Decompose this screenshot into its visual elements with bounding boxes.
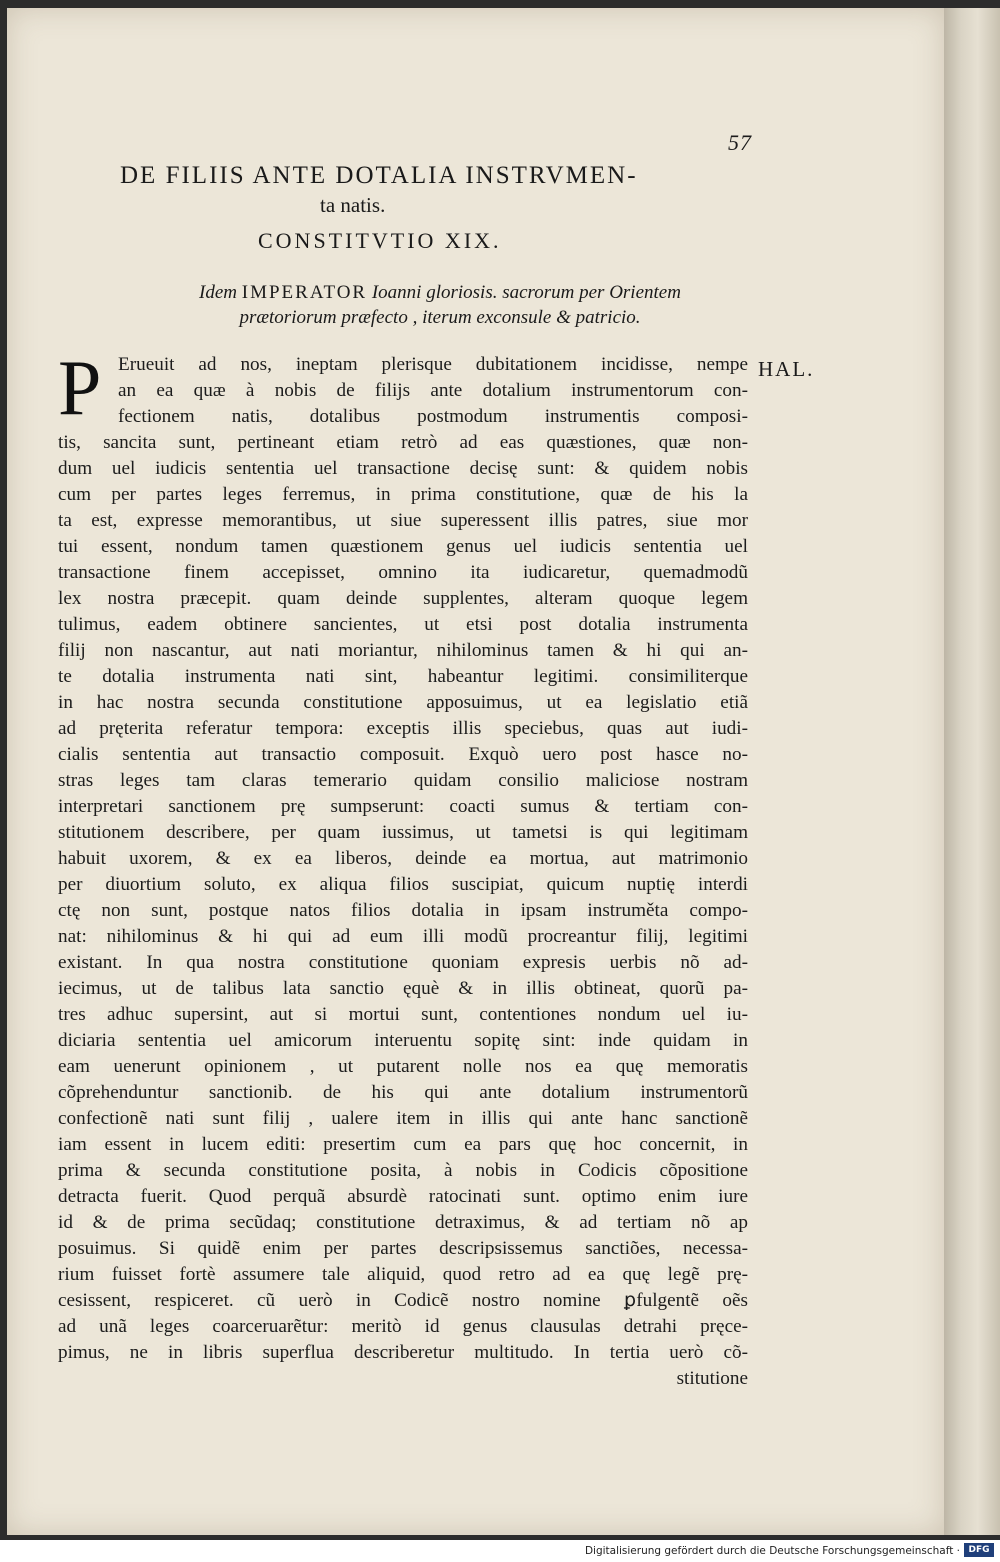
text-line: tui essent, nondum tamen quæstionem genus uel iudicis sententia uel xyxy=(58,536,748,557)
inscription-imperator: IMPERATOR xyxy=(241,282,368,303)
text-line: nat: nihilominus & hi qui ad eum illi modũ procreantur filij, legitimi xyxy=(58,926,748,947)
text-line: cum per partes leges ferremus, in prima constitutione, quæ de his la xyxy=(58,484,748,505)
text-line: prima & secunda constitutione posita, à nobis in Codicis cõpositione xyxy=(58,1160,748,1181)
chapter-title: DE FILIIS ANTE DOTALIA INSTRVMEN- xyxy=(120,162,638,189)
text-line: Erueuit ad nos, ineptam plerisque dubitationem incidisse, nempe xyxy=(118,354,748,375)
text-line: detracta fuerit. Quod perquã absurdè ratocinati sunt. optimo enim iure xyxy=(58,1186,748,1207)
text-line: diciaria sententia uel amicorum interuentu sopitę sint: inde quidam in xyxy=(58,1030,748,1051)
marginal-note: HAL. xyxy=(758,357,815,381)
inscription-pre: Idem xyxy=(199,282,242,303)
chapter-title-continuation: ta natis. xyxy=(320,193,386,217)
text-line: stitutionem describere, per quam iussimus, ut tametsi is qui legitimam xyxy=(58,822,748,843)
text-line: ad pręterita referatur tempora: exceptis illis speciebus, quas aut iudi- xyxy=(58,718,748,739)
digitization-credit: Digitalisierung gefördert durch die Deutsche Forschungsgemeinschaft · xyxy=(584,1545,960,1557)
text-line: iam essent in lucem editi: presertim cum ea pars quę hoc concernit, in xyxy=(58,1134,748,1155)
folio-number: 57 xyxy=(728,130,752,155)
text-line: ctę non sunt, postque natos filios dotalia in ipsam instruměta compo- xyxy=(58,900,748,921)
text-line: existant. In qua nostra constitutione quoniam expresis uerbis nõ ad- xyxy=(58,952,748,973)
text-line: posuimus. Si quidẽ enim per partes descripsissemus sanctiões, necessa- xyxy=(58,1238,748,1259)
text-line: pimus, ne in libris superflua describeretur multitudo. In tertia uerò cõ- xyxy=(58,1342,748,1363)
text-line: id & de prima secũdaq; constitutione detraximus, & ad tertiam nõ ap xyxy=(58,1212,748,1233)
text-line: habuit uxorem, & ex ea liberos, deinde ea mortua, aut matrimonio xyxy=(58,848,748,869)
text-line: rium fuisset fortè assumere tale aliquid, quod retro ad ea quę legẽ prę- xyxy=(58,1264,748,1285)
text-line: ad unã leges coarceruarẽtur: meritò id genus clausulas detrahi pręce- xyxy=(58,1316,748,1337)
text-line: cesissent, respiceret. cũ uerò in Codicẽ nostro nomine ꝑfulgentẽ oẽs xyxy=(58,1290,748,1311)
text-line: in hac nostra secunda constitutione apposuimus, ut ea legislatio etiã xyxy=(58,692,748,713)
text-line: an ea quæ à nobis de filijs ante dotalium instrumentorum con- xyxy=(118,380,748,401)
text-line: cialis sententia aut transactio composuit. Exquò uero post hasce no- xyxy=(58,744,748,765)
text-line: dum uel iudicis sententia uel transactione decisę sunt: & quidem nobis xyxy=(58,458,748,479)
text-line: filij non nascantur, aut nati moriantur, nihilominus tamen & hi qui an- xyxy=(58,640,748,661)
drop-cap: P xyxy=(58,344,102,431)
dfg-logo: DFG xyxy=(964,1543,994,1557)
text-line: lex nostra præcepit. quam deinde supplentes, alteram quoque legem xyxy=(58,588,748,609)
catchword: stitutione xyxy=(676,1368,748,1389)
page-edge-stack xyxy=(944,8,1000,1535)
text-line: iecimus, ut de talibus lata sanctio ęquè & in illis obtineat, quorũ pa- xyxy=(58,978,748,999)
text-line: eam uenerunt opinionem , ut putarent nolle nos ea quę memoratis xyxy=(58,1056,748,1077)
text-line: transactione finem accepisset, omnino ita iudicaretur, quemadmodũ xyxy=(58,562,748,583)
text-line: te dotalia instrumenta nati sint, habeantur legitimi. consimiliterque xyxy=(58,666,748,687)
text-line: ta est, expresse memorantibus, ut siue superessent illis patres, siue mor xyxy=(58,510,748,531)
text-line: tres adhuc supersint, aut si mortui sunt, contentiones nondum uel iu- xyxy=(58,1004,748,1025)
text-line: interpretari sanctionem prę sumpserunt: coacti sumus & tertiam con- xyxy=(58,796,748,817)
text-line: per diuortium soluto, ex aliqua filios suscipiat, quicum nuptię interdi xyxy=(58,874,748,895)
text-line: cõprehenduntur sanctionib. de his qui ante dotalium instrumentorũ xyxy=(58,1082,748,1103)
body-text xyxy=(58,344,748,1392)
text-line: stras leges tam claras temerario quidam consilio maliciose nostram xyxy=(58,770,748,791)
inscription-post: Ioanni gloriosis. sacrorum per Orientem xyxy=(367,282,681,303)
inscription-line-1 xyxy=(120,282,760,304)
text-line: confectionẽ nati sunt filij , ualere item in illis qui ante hanc sanctionẽ xyxy=(58,1108,748,1129)
text-line: fectionem natis, dotalibus postmodum instrumentis composi- xyxy=(118,406,748,427)
text-line: tulimus, eadem obtinere sancientes, ut etsi post dotalia instrumenta xyxy=(58,614,748,635)
constitution-heading: CONSTITVTIO XIX. xyxy=(258,228,502,253)
text-line: tis, sancita sunt, pertineant etiam retrò ad eas quæstiones, quæ non- xyxy=(58,432,748,453)
inscription-line-2: prætoriorum præfecto , iterum exconsule & patricio. xyxy=(239,307,641,328)
